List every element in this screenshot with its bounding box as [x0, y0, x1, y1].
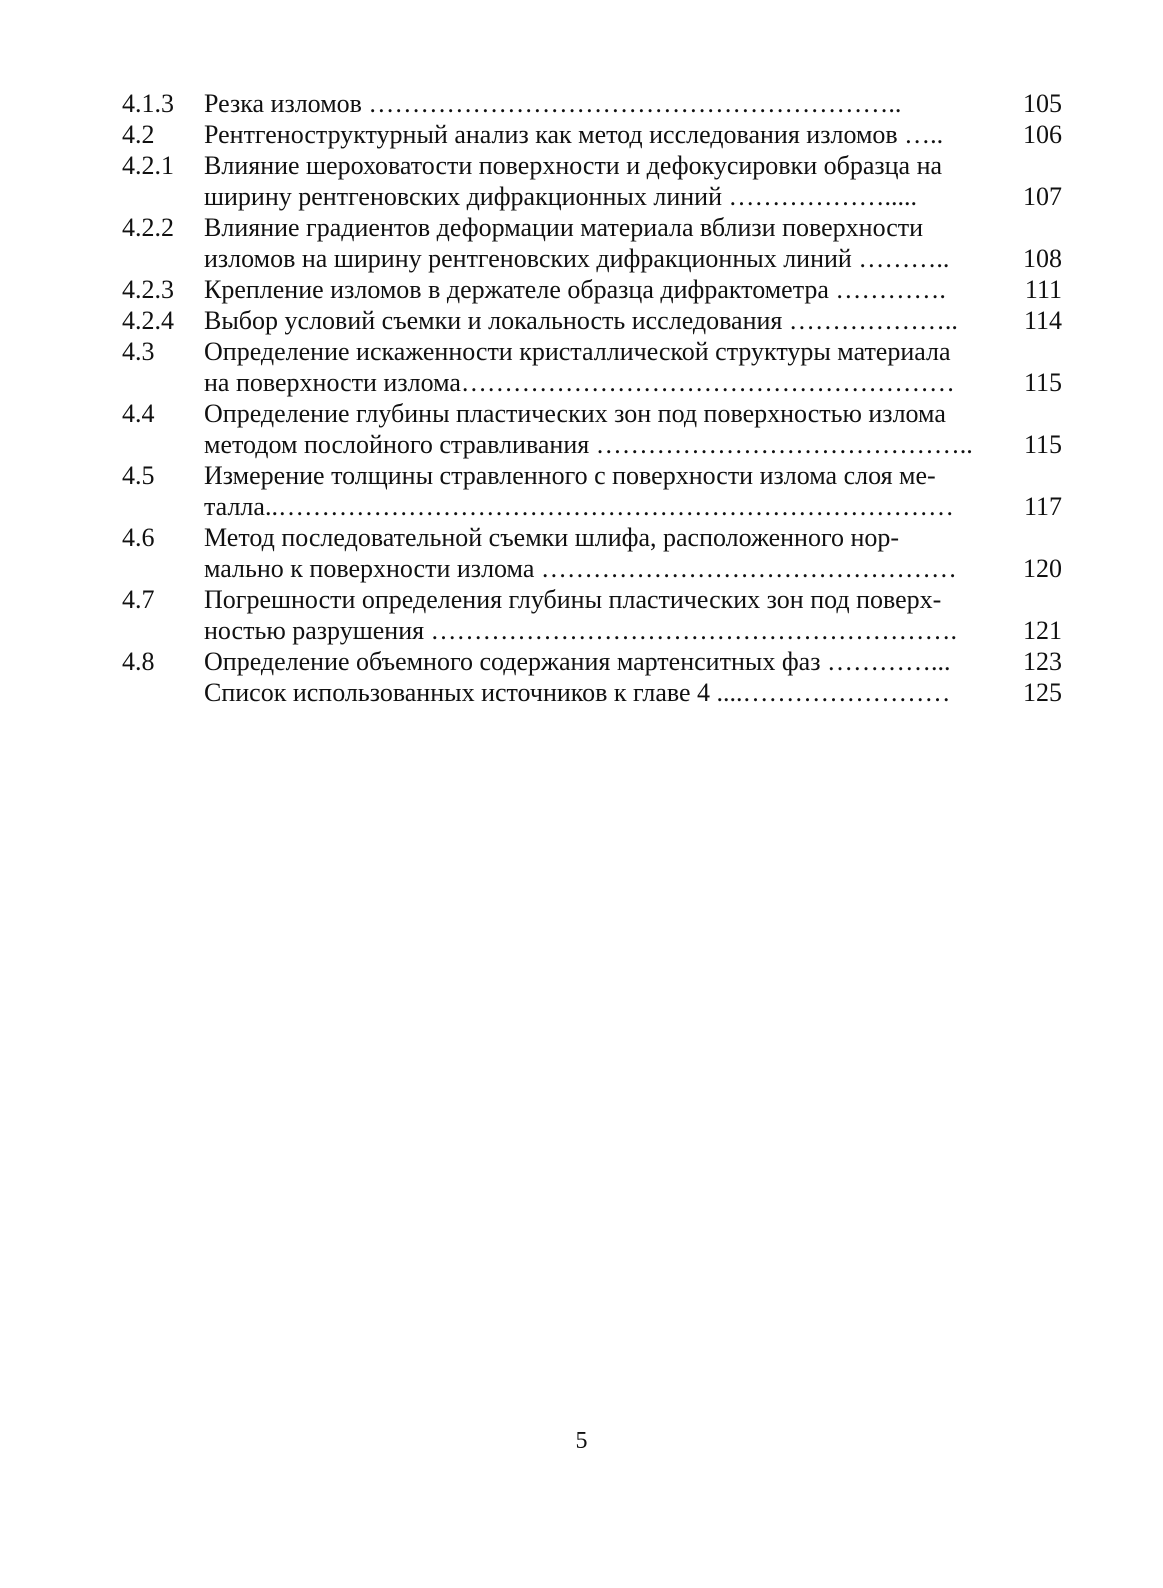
toc-entry-number: 4.1.3 [122, 89, 174, 118]
toc-entry-number: 4.2 [122, 120, 155, 149]
toc-entry-title: Определение искаженности кристаллической структуры материала на поверхности излома………………………………………………… [204, 337, 955, 397]
toc-entry-page: 108 [1023, 244, 1062, 273]
toc-entry-page: 120 [1023, 554, 1062, 583]
toc-entry-number: 4.2.4 [122, 306, 174, 335]
toc-entry-page: 115 [1023, 368, 1062, 397]
toc-entry [122, 460, 1062, 522]
toc-entry-title: Погрешности определения глубины пластических зон под поверх- ностью разрушения ……………………………………………………. [204, 585, 958, 645]
toc-entry [122, 119, 1062, 150]
toc-entry-title: Резка изломов …………………………………………………….. [204, 89, 902, 118]
table-of-contents [122, 88, 1062, 708]
toc-entry-number: 4.6 [122, 523, 155, 552]
toc-entry-title: Определение глубины пластических зон под поверхностью излома методом послойного стравливания …………………………………….. [204, 399, 973, 459]
toc-entry-title: Определение объемного содержания мартенситных фаз …………... [204, 647, 951, 676]
toc-entry [122, 274, 1062, 305]
toc-entry-page: 121 [1023, 616, 1062, 645]
toc-entry-number: 4.7 [122, 585, 155, 614]
toc-entry-title: Влияние градиентов деформации материала вблизи поверхности изломов на ширину рентгеновских дифракционных линий ……….. [204, 213, 950, 273]
page-number: 5 [575, 1428, 588, 1454]
toc-entry [122, 88, 1062, 119]
toc-entry [122, 398, 1062, 460]
toc-entry-page: 117 [1023, 492, 1062, 521]
toc-entry-number: 4.3 [122, 337, 155, 366]
toc-entry [122, 522, 1062, 584]
toc-entry-title: Крепление изломов в держателе образца дифрактометра …………. [204, 275, 946, 304]
toc-entry-page: 125 [1023, 678, 1062, 707]
toc-entry-number: 4.2.3 [122, 275, 174, 304]
toc-entry-page: 111 [1024, 275, 1062, 304]
toc-entry [122, 212, 1062, 274]
toc-entry-page: 114 [1023, 306, 1062, 335]
toc-entry [122, 677, 1062, 708]
toc-entry [122, 646, 1062, 677]
toc-entry-title: Список использованных источников к главе 4 ....…………………… [204, 678, 951, 707]
toc-entry-number: 4.8 [122, 647, 155, 676]
toc-entry [122, 305, 1062, 336]
toc-entry [122, 150, 1062, 212]
toc-entry-page: 115 [1023, 430, 1062, 459]
toc-entry-title: Выбор условий съемки и локальность исследования ……………….. [204, 306, 958, 335]
toc-entry-title: Метод последовательной съемки шлифа, расположенного нор- мально к поверхности излома ………………………………………… [204, 523, 957, 583]
toc-entry [122, 584, 1062, 646]
toc-entry-number: 4.2.2 [122, 213, 174, 242]
toc-entry [122, 336, 1062, 398]
toc-entry-number: 4.4 [122, 399, 155, 428]
toc-entry-number: 4.2.1 [122, 151, 174, 180]
toc-entry-page: 105 [1023, 89, 1062, 118]
toc-entry-page: 107 [1023, 182, 1062, 211]
toc-entry-title: Рентгеноструктурный анализ как метод исследования изломов ….. [204, 120, 944, 149]
toc-entry-title: Измерение толщины стравленного с поверхности излома слоя ме- талла..…………………………………………………………………… [204, 461, 954, 521]
toc-entry-title: Влияние шероховатости поверхности и дефокусировки образца на ширину рентгеновских дифракционных линий ………………..... [204, 151, 943, 211]
toc-entry-page: 123 [1023, 647, 1062, 676]
toc-entry-page: 106 [1023, 120, 1062, 149]
toc-entry-number: 4.5 [122, 461, 155, 490]
